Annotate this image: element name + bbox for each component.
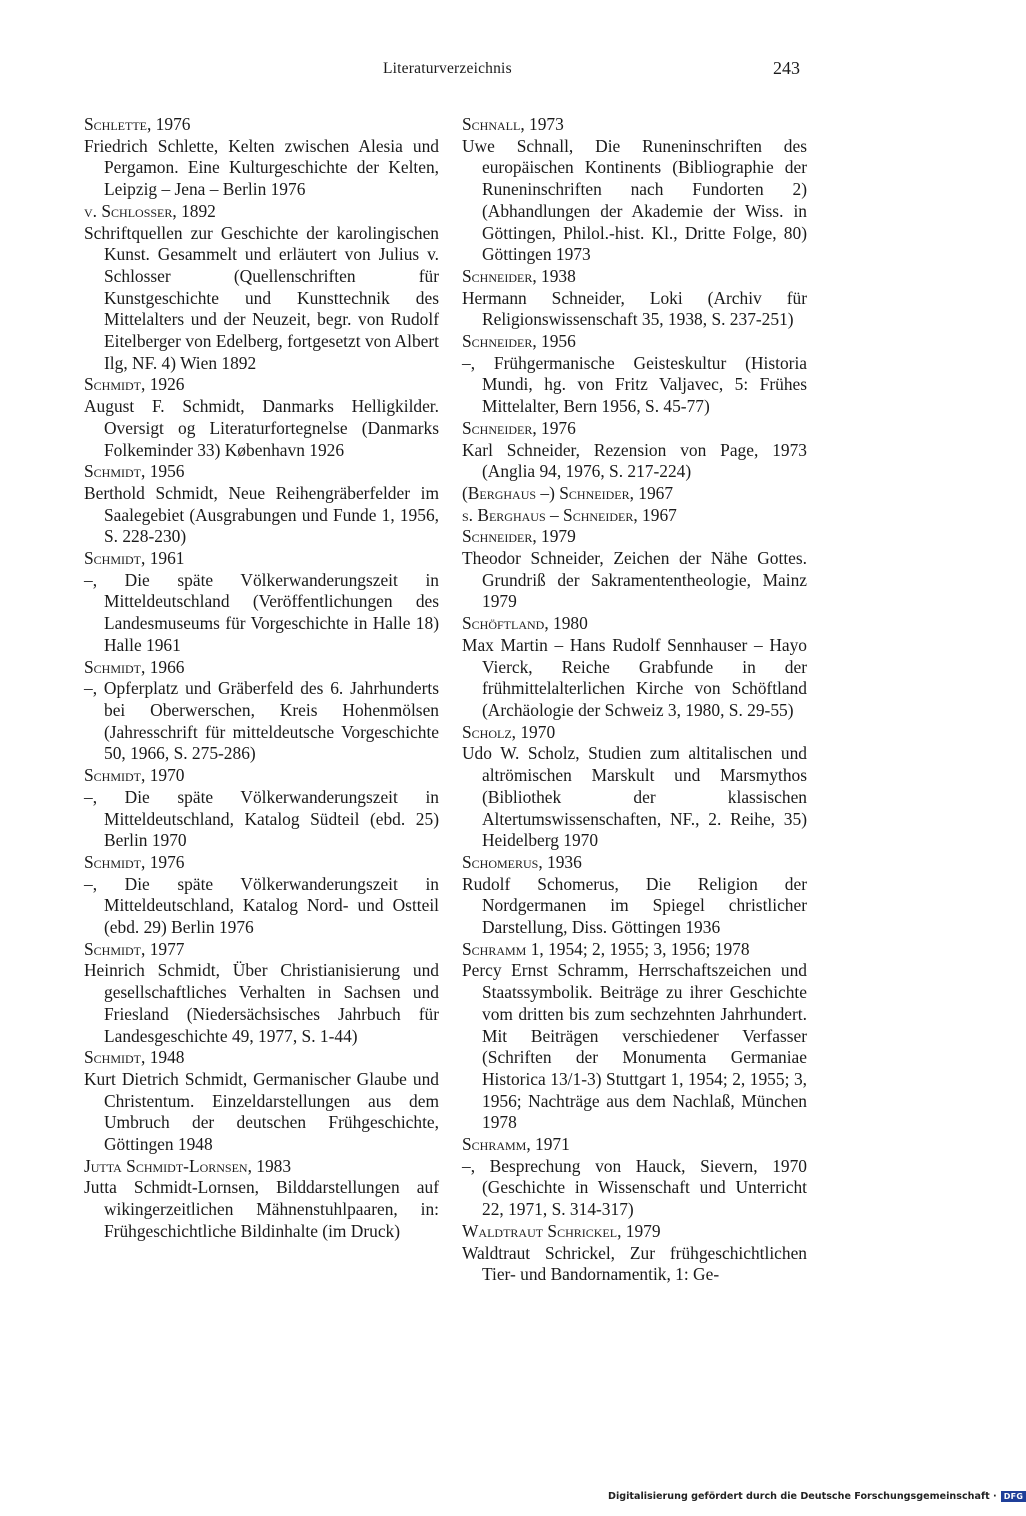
bibliography-entry: Heinrich Schmidt, Über Christianisierung und gesellschaftliches Verhalten in Sachsen und Friesland (Niedersächsisches Jahrbuch für Landesgeschichte 49, 1977, S. 1-44) — [84, 960, 439, 1046]
bibliography-heading: Schramm 1, 1954; 2, 1955; 3, 1956; 1978 — [462, 938, 750, 959]
bibliography-heading: Schöftland, 1980 — [462, 613, 588, 634]
bibliography-heading: Schramm, 1971 — [462, 1134, 570, 1155]
bibliography-heading: Schmidt, 1970 — [84, 765, 185, 786]
bibliography-entry: –, Besprechung von Hauck, Sievern, 1970 (Geschichte in Wissenschaft und Unterricht 22, 1971, S. 314-317) — [462, 1155, 807, 1220]
bibliography-heading: Schmidt, 1926 — [84, 374, 185, 395]
bibliography-entry: Schriftquellen zur Geschichte der karolingischen Kunst. Gesammelt und erläutert von Julius v. Schlosser (Quellenschriften für Kunstgeschichte und Kunsttechnik des Mittelalters und der Neuzeit, begr. von Rudolf Eitelberger von Edelberg, fortgesetzt von Albert Ilg, NF. 4) Wien 1892 — [84, 222, 439, 373]
bibliography-entry: Kurt Dietrich Schmidt, Germanischer Glaube und Christentum. Einzeldarstellungen aus dem Umbruch der deutschen Frühgeschichte, Göttingen 1948 — [84, 1068, 439, 1155]
bibliography-heading: Schneider, 1979 — [462, 526, 576, 547]
bibliography-entry: Uwe Schnall, Die Runeninschriften des europäischen Kontinents (Bibliographie der Runeninschriften nach Fundorten 2) (Abhandlungen der Akademie der Wiss. in Göttingen, Philol.-hist. Kl., Dritte Folge, 80) Göttingen 1973 — [462, 135, 807, 265]
bibliography-heading: Jutta Schmidt-Lornsen, 1983 — [84, 1155, 292, 1176]
bibliography-heading: Schmidt, 1976 — [84, 851, 185, 872]
bibliography-entry: Jutta Schmidt-Lornsen, Bilddarstellungen auf wikingerzeitlichen Mähnenstuhlpaaren, in: Frühgeschichtliche Bildinhalte (im Druck) — [84, 1177, 439, 1241]
bibliography-entry: –, Opferplatz und Gräberfeld des 6. Jahrhunderts bei Oberwerschen, Kreis Hohenmölsen (Jahresschrift für mitteldeutsche Vorgeschichte 50, 1966, S. 275-286) — [84, 678, 439, 764]
bibliography-entry: Waldtraut Schrickel, Zur frühgeschichtlichen Tier- und Bandornamentik, 1: Ge- — [462, 1242, 807, 1285]
bibliography-entry: –, Frühgermanische Geisteskultur (Historia Mundi, hg. von Fritz Valjavec, 5: Frühes Mittelalter, Bern 1956, S. 45-77) — [462, 352, 807, 417]
bibliography-entry: Max Martin – Hans Rudolf Sennhauser – Hayo Vierck, Reiche Grabfunde in der frühmittelalterlichen Kirche von Schöftland (Archäologie der Schweiz 3, 1980, S. 29-55) — [462, 634, 807, 720]
digitization-footer — [608, 1491, 1026, 1502]
bibliography-entry: Friedrich Schlette, Kelten zwischen Alesia und Pergamon. Eine Kulturgeschichte der Kelten, Leipzig – Jena – Berlin 1976 — [84, 135, 439, 200]
bibliography-entry: Karl Schneider, Rezension von Page, 1973 (Anglia 94, 1976, S. 217-224) — [462, 439, 807, 482]
page-number: 243 — [773, 58, 800, 78]
bibliography-heading: Schneider, 1956 — [462, 331, 576, 352]
bibliography-heading: Schneider, 1938 — [462, 265, 576, 286]
bibliography-heading: Schmidt, 1948 — [84, 1047, 185, 1068]
dfg-logo: DFG — [1001, 1491, 1026, 1502]
bibliography-entry: August F. Schmidt, Danmarks Helligkilder. Oversigt og Literaturfortegnelse (Danmarks Folkeminder 33) København 1926 — [84, 396, 439, 460]
bibliography-entry: Percy Ernst Schramm, Herrschaftszeichen und Staatssymbolik. Beiträge zu ihrer Geschichte vom dritten bis zum sechzehnten Jahrhundert. Mit Beiträgen verschiedener Verfasser (Schriften der Monumenta Germaniae Historica 13/1-3) Stuttgart 1, 1954; 2, 1955; 3, 1956; Nachträge aus dem Nachlaß, München 1978 — [462, 960, 807, 1133]
bibliography-heading: Scholz, 1970 — [462, 721, 556, 742]
bibliography-heading: v. Schlosser, 1892 — [84, 200, 216, 221]
bibliography-heading: Schmidt, 1966 — [84, 656, 185, 677]
bibliography-left-column — [84, 114, 439, 1243]
bibliography-entry: –, Die späte Völkerwanderungszeit in Mitteldeutschland (Veröffentlichungen des Landesmuseums für Vorgeschichte in Halle 18) Halle 1961 — [84, 569, 439, 655]
bibliography-heading: Schomerus, 1936 — [462, 851, 582, 872]
bibliography-heading: s. Berghaus – Schneider, 1967 — [462, 504, 677, 525]
bibliography-right-column — [462, 114, 807, 1286]
bibliography-entry: Theodor Schneider, Zeichen der Nähe Gottes. Grundriß der Sakramententheologie, Mainz 1979 — [462, 548, 807, 612]
bibliography-heading: Schmidt, 1961 — [84, 548, 185, 569]
bibliography-heading: Waldtraut Schrickel, 1979 — [462, 1220, 661, 1241]
bibliography-entry: Udo W. Scholz, Studien zum altitalischen und altrömischen Marskult und Marsmythos (Bibliothek der klassischen Altertumswissenschaften, NF., 2. Reihe, 35) Heidelberg 1970 — [462, 743, 807, 851]
bibliography-heading: Schmidt, 1977 — [84, 938, 185, 959]
bibliography-heading: Schlette, 1976 — [84, 114, 191, 134]
footer-text: Digitalisierung gefördert durch die Deutsche Forschungsgemeinschaft · — [608, 1491, 997, 1502]
bibliography-entry: –, Die späte Völkerwanderungszeit in Mitteldeutschland, Katalog Südteil (ebd. 25) Berlin 1970 — [84, 786, 439, 851]
bibliography-heading: Schmidt, 1956 — [84, 461, 185, 482]
bibliography-heading: Schnall, 1973 — [462, 114, 564, 134]
bibliography-entry: Berthold Schmidt, Neue Reihengräberfelder im Saalegebiet (Ausgrabungen und Funde 1, 1956, S. 228-230) — [84, 482, 439, 547]
running-title: Literaturverzeichnis — [383, 60, 512, 77]
bibliography-heading: (Berghaus –) Schneider, 1967 — [462, 482, 674, 503]
bibliography-entry: –, Die späte Völkerwanderungszeit in Mitteldeutschland, Katalog Nord- und Ostteil (ebd. 29) Berlin 1976 — [84, 873, 439, 938]
bibliography-entry: Hermann Schneider, Loki (Archiv für Religionswissenschaft 35, 1938, S. 237-251) — [462, 287, 807, 330]
bibliography-heading: Schneider, 1976 — [462, 417, 576, 438]
bibliography-entry: Rudolf Schomerus, Die Religion der Nordgermanen im Spiegel christlicher Darstellung, Diss. Göttingen 1936 — [462, 873, 807, 938]
